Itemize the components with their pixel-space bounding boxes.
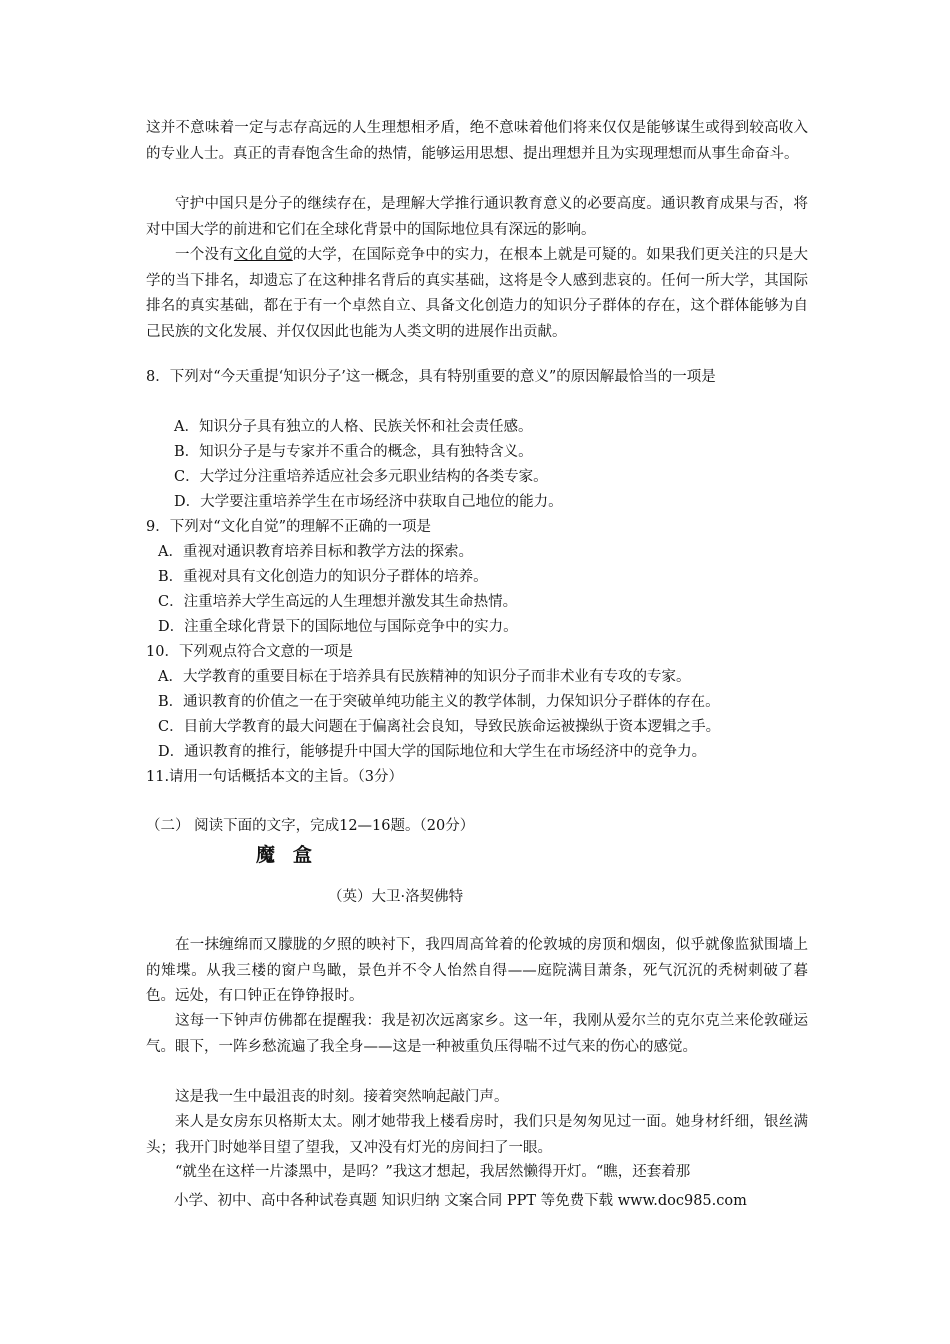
page-footer: 小学、初中、高中各种试卷真题 知识归纳 文案合同 PPT 等免费下载 www.doc985.com — [174, 1193, 747, 1209]
q8-option-c: C．大学过分注重培养适应社会多元职业结构的各类专家。 — [174, 469, 548, 485]
question-9-stem: 9．下列对“文化自觉”的理解不正确的一项是 — [146, 519, 432, 535]
story-title: 魔盒 — [256, 844, 331, 866]
q10-option-a: A．大学教育的重要目标在于培养具有民族精神的知识分子而非术业有专攻的专家。 — [158, 669, 691, 685]
story-paragraph-3: 这是我一生中最沮丧的时刻。接着突然响起敲门声。 — [175, 1089, 509, 1105]
q10-option-c: C．目前大学教育的最大问题在于偏离社会良知，导致民族命运被操纵于资本逻辑之手。 — [158, 719, 721, 735]
q8-option-d: D．大学要注重培养学生在市场经济中获取自己地位的能力。 — [174, 494, 563, 510]
q10-option-d: D．通识教育的推行，能够提升中国大学的国际地位和大学生在市场经济中的竞争力。 — [158, 744, 707, 760]
question-8-stem: 8．下列对“今天重提‘知识分子’这一概念，具有特别重要的意义”的原因解最恰当的一项是 — [146, 369, 716, 385]
q9-option-a: A．重视对通识教育培养目标和教学方法的探索。 — [158, 544, 473, 560]
story-paragraph-4: 来人是女房东贝格斯太太。刚才她带我上楼看房时，我们只是匆匆见过一面。她身材纤细，银丝满头；我开门时她举目望了望我，又冲没有灯光的房间扫了一眼。 — [146, 1114, 808, 1156]
q8-option-a: A．知识分子具有独立的人格、民族关怀和社会责任感。 — [174, 419, 533, 435]
passage-paragraph-2: 守护中国只是分子的继续存在，是理解大学推行通识教育意义的必要高度。通识教育成果与否，将对中国大学的前进和它们在全球化背景中的国际地位具有深远的影响。 — [146, 196, 808, 238]
question-11: 11.请用一句话概括本文的主旨。（3分） — [146, 769, 404, 785]
story-paragraph-5: “就坐在这样一片漆黑中，是吗？”我这才想起，我居然懒得开灯。“瞧，还套着那 — [175, 1164, 691, 1180]
story-author: （英）大卫·洛契佛特 — [328, 889, 464, 905]
story-paragraph-2: 这每一下钟声仿佛都在提醒我：我是初次远离家乡。这一年，我刚从爱尔兰的克尔克兰来伦敦碰运气。眼下，一阵乡愁流遍了我全身——这是一种被重负压得喘不过气来的伤心的感觉。 — [146, 1013, 808, 1055]
q9-option-c: C．注重培养大学生高远的人生理想并激发其生命热情。 — [158, 594, 518, 610]
section-2-heading: （二） 阅读下面的文字，完成12—16题。（20分） — [146, 818, 475, 834]
passage-paragraph-3 — [146, 243, 808, 345]
q9-option-b: B．重视对具有文化创造力的知识分子群体的培养。 — [158, 569, 488, 585]
passage-paragraph-1: 这并不意味着一定与志存高远的人生理想相矛盾，绝不意味着他们将来仅仅是能够谋生或得到较高收入的专业人士。真正的青春饱含生命的热情，能够运用思想、提出理想并且为实现理想而从事生命奋斗。 — [146, 120, 808, 162]
q8-option-b: B．知识分子是与专家并不重合的概念，具有独特含义。 — [174, 444, 533, 460]
question-10-stem: 10．下列观点符合文意的一项是 — [146, 644, 353, 660]
q9-option-d: D．注重全球化背景下的国际地位与国际竞争中的实力。 — [158, 619, 518, 635]
paragraph-3-lead: 一个没有 — [175, 247, 234, 263]
paragraph-3-rest: 的大学，在国际竞争中的实力，在根本上就是可疑的。如果我们更关注的只是大学的当下排名，却遗忘了在这种排名背后的真实基础，这将是令人感到悲哀的。任何一所大学，其国际排名的真实基础，都在于有一个卓然自立、具备文化创造力的知识分子群体的存在，这个群体能够为自己民族的文化发展、并仅仅因此也能为人类文明的进展作出贡献。 — [146, 247, 808, 340]
underlined-term: 文化自觉 — [233, 247, 293, 263]
story-paragraph-1: 在一抹缠绵而又朦胧的夕照的映衬下，我四周高耸着的伦敦城的房顶和烟囱，似乎就像监狱围墙上的雉堞。从我三楼的窗户鸟瞰，景色并不令人怡然自得——庭院满目萧条，死气沉沉的秃树刺破了暮色。远处，有口钟正在铮铮报时。 — [146, 937, 808, 1004]
q10-option-b: B．通识教育的价值之一在于突破单纯功能主义的教学体制，力保知识分子群体的存在。 — [158, 694, 720, 710]
